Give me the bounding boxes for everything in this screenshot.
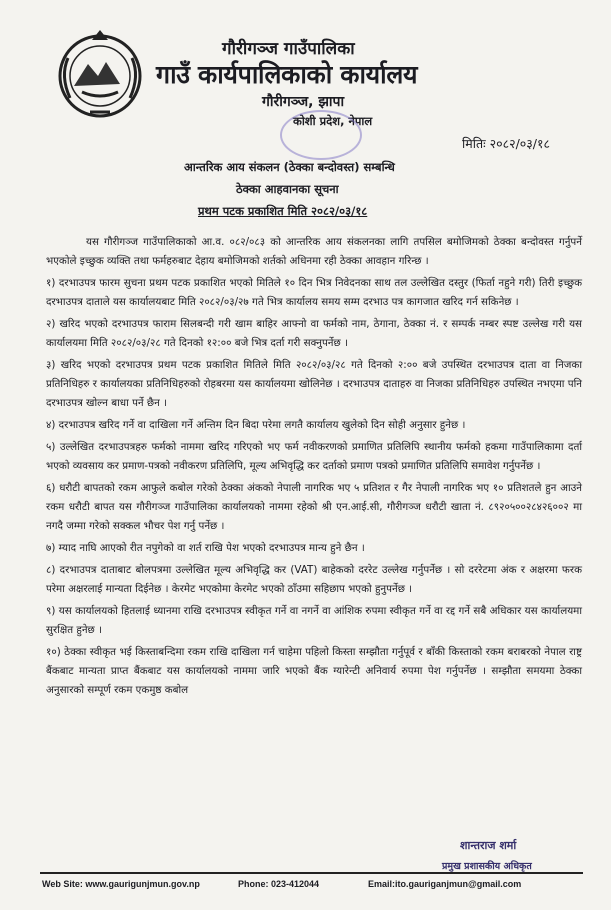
publication-date: प्रथम पटक प्रकाशित मिति २०८२/०३/१८: [198, 204, 368, 218]
footer-phone: Phone: 023-412044: [238, 879, 320, 889]
paragraph-5: ५) उल्लेखित दरभाउपत्रहरु फर्मको नाममा खरिद गरिएको भए फर्म नवीकरणको प्रमाणित प्रतिलिपि स्थानीय फर्मको हकमा गाउँपालिकामा दर्ता भएको व्यवसाय कर प्रमाण-पत्रको नवीकरण प्रतिलिपि, मूल्य अभिवृद्धि कर दर्ताको प्रमाण पत्रको प्रमाणित प्रतिलिपि समावेश गर्नुपर्नेछ ।: [46, 441, 582, 472]
paragraph-3: ३) खरिद भएको दरभाउपत्र प्रथम पटक प्रकाशित मितिले मिति २०८२/०३/२८ गते दिनको २:०० बजे उपस्थित दरभाउपत्र दाता वा निजका प्रतिनिधिहरु र कार्यालयका प्रतिनिधिहरुको रोहबरमा यस कार्यालयमा खोलिनेछ । दरभाउपत्र दाताहरु वा निजका प्रतिनिधिहरु उपस्थित नभएमा पनि दरभाउपत्र खोल्न बाधा पर्ने छैन ।: [46, 359, 582, 409]
paragraph-6: ६) धरौटी बापतको रकम आफुले कबोल गरेको ठेक्का अंकको नेपाली नागरिक भए ५ प्रतिशत र गैर नेपाली नागरिक भए १० प्रतिशतले हुन आउने रकम धरौटी बापत यस गौरीगञ्ज गाउँपालिका कार्यालयको नाममा रहेको श्री एन.आई.सी, गौरीगञ्ज धरौटी खाता नं. ८९२०५००२८४२६००२ मा नगदै जम्मा गरेको सक्कल भौचर पेश गर्नु पर्नेछ ।: [46, 482, 582, 532]
footer-divider: [40, 872, 583, 874]
signatory-title: प्रमुख प्रशासकीय अधिकृत: [442, 861, 532, 872]
notice-body: [46, 233, 582, 703]
notice-subject: आन्तरिक आय संकलन (ठेक्का बन्दोवस्त) सम्बन्धि: [184, 160, 395, 174]
notice-date: मितिः २०८२/०३/१८: [462, 136, 550, 151]
paragraph-4: ४) दरभाउपत्र खरिद गर्ने वा दाखिला गर्ने अन्तिम दिन बिदा परेमा लगतै कार्यालय खुलेको दिन सोही अनुसार हुनेछ ।: [46, 419, 466, 431]
notice-title: ठेक्का आहवानका सूचना: [236, 182, 339, 196]
paragraph-9: ९) यस कार्यालयको हितलाई ध्यानमा राखि दरभाउपत्र स्वीकृत गर्ने वा नगर्ने वा आंशिक रुपमा स्वीकृत गर्ने वा रद्द गर्ने सबै अधिकार यस कार्यालयमा सुरक्षित हुनेछ ।: [46, 605, 582, 636]
paragraph-2: २) खरिद भएको दरभाउपत्र फाराम सिलबन्दी गरी खाम बाहिर आफ्नो वा फर्मको नाम, ठेगाना, ठेक्का नं. र सम्पर्क नम्बर स्पष्ट उल्लेख गरी यस कार्यालयमा मिति २०८२/०३/२८ गते दिनको १२:०० बजे भित्र दर्ता गरी सक्नुपर्नेछ ।: [46, 318, 582, 349]
municipality-name: गौरीगञ्ज गाउँपालिका: [222, 39, 355, 59]
office-stamp-icon: [280, 110, 362, 160]
province-name: कोशी प्रदेश, नेपाल: [293, 114, 373, 128]
footer-website: Web Site: www.gaurigunjmun.gov.np: [42, 879, 200, 889]
footer-email: Email:ito.gauriganjmun@gmail.com: [368, 879, 522, 889]
paragraph-8: ८) दरभाउपत्र दाताबाट बोलपत्रमा उल्लेखित मूल्य अभिवृद्धि कर (VAT) बाहेकको दररेट उल्लेख गर्नुपर्नेछ । सो दररेटमा अंक र अक्षरमा फरक परेमा अक्षरलाई मान्यता दिईनेछ । केरमेट भएकोमा केरमेट भएको ठाँउमा सहिछाप भएको हुनुपर्नेछ ।: [46, 564, 582, 595]
paragraph-1: १) दरभाउपत्र फारम सुचना प्रथम पटक प्रकाशित भएको मितिले १० दिन भित्र निवेदनका साथ तल उल्लेखित दस्तुर (फिर्ता नहुने गरी) तिरी इच्छुक दरभाउपत्र दाताले यस कार्यालयबाट मिति २०८२/०३/२७ गते भित्र कार्यालय समय सम्म दरभाउ पत्र कागजात खरिद गर्न सकिनेछ ।: [46, 277, 582, 308]
signatory-name: शान्तराज शर्मा: [460, 839, 517, 852]
paragraph-intro: यस गौरीगञ्ज गाउँपालिकाको आ.व. ०८२/०८३ को आन्तरिक आय संकलनका लागि तपसिल बमोजिमको ठेक्का बन्दोवस्त गर्नुपर्ने भएकोले इच्छुक व्यक्ति तथा फर्महरुबाट देहाय बमोजिमको शर्तको अधिनमा रही ठेक्का आवहान गरिन्छ ।: [46, 236, 582, 267]
paragraph-10: १०) ठेक्का स्वीकृत भई किस्ताबन्दिमा रकम राखि दाखिला गर्न चाहेमा पहिलो किस्ता सम्झौता गर्नुपूर्व र बाँकी किस्ताको रकम बराबरको नेपाल राष्ट्र बैंकबाट मान्यता प्राप्त बैंकबाट यस कार्यालयको नाममा जारि भएको बैंक ग्यारेन्टी अनिवार्य रुपमा पेश गर्नुपर्नेछ । सम्झौता समयमा ठेक्का अनुसारको सम्पूर्ण रकम एकमुष्ठ कबोल: [46, 646, 582, 696]
paragraph-7: ७) म्याद नाघि आएको रीत नपुगेको वा शर्त राखि पेश भएको दरभाउपत्र मान्य हुने छैन ।: [46, 542, 365, 554]
nepal-government-emblem-icon: [54, 28, 146, 120]
office-location: गौरीगञ्ज, झापा: [262, 94, 345, 110]
office-name: गाउँ कार्यपालिकाको कार्यालय: [156, 60, 418, 89]
